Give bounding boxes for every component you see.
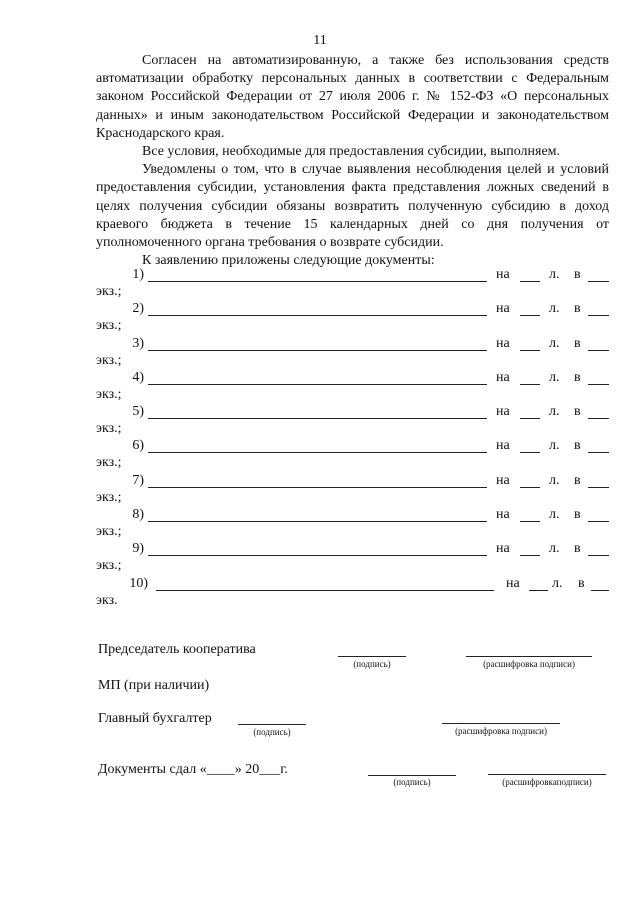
copies-prefix: в xyxy=(574,541,581,557)
copies-blank xyxy=(588,555,609,556)
consent-paragraph: Согласен на автоматизированную, а также без использования средств автоматизации обработку персональных данных в соответствии с Федеральным законом Российской Федерации от 27 июля 2006 г. № 152-ФЗ «О персональных данных» и иным законодательством Российской Федерации и законодательством Краснодарского края. xyxy=(96,53,609,141)
copies-blank xyxy=(588,521,609,522)
copies-blank xyxy=(588,315,609,316)
accountant-signature-caption: (подпись) xyxy=(253,727,291,737)
chairman-decoding-line xyxy=(466,656,592,657)
copies-suffix: экз.; xyxy=(96,318,122,334)
document-row xyxy=(96,438,609,472)
pages-blank xyxy=(520,555,540,556)
pages-prefix: на xyxy=(496,267,510,282)
document-row xyxy=(96,336,609,370)
document-name-blank xyxy=(156,590,494,591)
document-name-blank xyxy=(148,521,487,522)
pages-suffix: л. xyxy=(549,301,560,317)
document-number: 4) xyxy=(132,369,144,385)
document-number: 7) xyxy=(132,472,144,488)
copies-prefix: в xyxy=(574,335,581,351)
pages-blank xyxy=(520,418,540,419)
document-name-blank xyxy=(148,487,487,488)
pages-blank xyxy=(520,452,540,453)
submitted-decoding-line xyxy=(488,774,606,775)
copies-suffix: экз.; xyxy=(96,284,122,299)
document-row xyxy=(96,541,609,575)
submitted-signature-caption: (подпись) xyxy=(393,777,431,787)
copies-blank xyxy=(588,281,609,282)
pages-suffix: л. xyxy=(549,267,560,282)
documents-list xyxy=(96,267,609,610)
copies-prefix: в xyxy=(574,369,581,385)
document-number: 6) xyxy=(132,438,144,454)
document-row xyxy=(96,576,609,610)
page-number: 11 xyxy=(313,33,327,48)
document-number: 5) xyxy=(132,404,144,420)
copies-prefix: в xyxy=(574,507,581,523)
pages-suffix: л. xyxy=(549,472,560,488)
pages-blank xyxy=(520,315,540,316)
copies-suffix: экз.; xyxy=(96,386,122,402)
pages-prefix: на xyxy=(496,541,510,557)
pages-blank xyxy=(520,350,540,351)
submitted-label: Документы сдал «____» 20___г. xyxy=(98,762,288,777)
copies-suffix: экз.; xyxy=(96,558,122,574)
chairman-decoding-caption: (расшифровка подписи) xyxy=(483,659,575,669)
copies-suffix: экз.; xyxy=(96,352,122,368)
pages-prefix: на xyxy=(496,507,510,523)
copies-suffix: экз.; xyxy=(96,489,122,505)
copies-blank xyxy=(591,590,609,591)
document-row xyxy=(96,404,609,438)
document-number: 10) xyxy=(129,575,148,591)
pages-suffix: л. xyxy=(549,507,560,523)
copies-prefix: в xyxy=(574,267,581,282)
pages-prefix: на xyxy=(496,369,510,385)
document-row xyxy=(96,473,609,507)
pages-blank xyxy=(520,487,540,488)
pages-blank xyxy=(520,281,540,282)
pages-blank xyxy=(529,590,548,591)
pages-suffix: л. xyxy=(549,541,560,557)
copies-suffix: экз.; xyxy=(96,524,122,540)
pages-blank xyxy=(520,384,540,385)
document-name-blank xyxy=(148,315,487,316)
pages-prefix: на xyxy=(496,335,510,351)
chairman-signature-line xyxy=(338,656,406,657)
document-name-blank xyxy=(148,384,487,385)
copies-suffix: экз.; xyxy=(96,421,122,437)
copies-suffix: экз. xyxy=(96,592,118,608)
document-name-blank xyxy=(148,452,487,453)
document-name-blank xyxy=(148,281,487,282)
pages-prefix: на xyxy=(496,472,510,488)
chairman-signature-caption: (подпись) xyxy=(353,659,391,669)
document-name-blank xyxy=(148,350,487,351)
accountant-decoding-line xyxy=(442,723,560,724)
copies-blank xyxy=(588,487,609,488)
copies-blank xyxy=(588,418,609,419)
document-row xyxy=(96,267,609,301)
accountant-signature-line xyxy=(238,724,306,725)
copies-blank xyxy=(588,350,609,351)
copies-prefix: в xyxy=(578,575,585,591)
chairman-label: Председатель кооператива xyxy=(98,642,256,657)
accountant-label: Главный бухгалтер xyxy=(98,711,212,726)
pages-suffix: л. xyxy=(549,369,560,385)
notification-paragraph: Уведомлены о том, что в случае выявления несоблюдения целей и условий предоставления субсидии, установления факта представления ложных сведений в целях получения субсидии обязаны возвратить полученную субсидию в доход краевого бюджета в течение 15 календарных дней со дня получения от уполномоченного органа требования о возврате субсидии. xyxy=(96,162,609,251)
copies-prefix: в xyxy=(574,472,581,488)
pages-suffix: л. xyxy=(549,335,560,351)
copies-blank xyxy=(588,384,609,385)
accountant-decoding-caption: (расшифровка подписи) xyxy=(455,726,547,736)
pages-prefix: на xyxy=(496,438,510,454)
copies-prefix: в xyxy=(574,438,581,454)
copies-prefix: в xyxy=(574,404,581,420)
document-row xyxy=(96,370,609,404)
pages-prefix: на xyxy=(496,301,510,317)
submitted-signature-line xyxy=(368,775,456,776)
document-row xyxy=(96,301,609,335)
document-row xyxy=(96,507,609,541)
copies-prefix: в xyxy=(574,301,581,317)
document-number: 9) xyxy=(132,541,144,557)
copies-blank xyxy=(588,452,609,453)
document-number: 3) xyxy=(132,335,144,351)
pages-suffix: л. xyxy=(549,438,560,454)
copies-suffix: экз.; xyxy=(96,455,122,471)
pages-prefix: на xyxy=(496,404,510,420)
pages-blank xyxy=(520,521,540,522)
document-number: 2) xyxy=(132,301,144,317)
document-number: 1) xyxy=(132,267,144,282)
attachments-heading: К заявлению приложены следующие документы: xyxy=(142,253,435,269)
consent-text-block xyxy=(96,52,609,270)
document-number: 8) xyxy=(132,507,144,523)
pages-prefix: на xyxy=(506,575,520,591)
stamp-label: МП (при наличии) xyxy=(98,678,210,693)
pages-suffix: л. xyxy=(549,404,560,420)
document-name-blank xyxy=(148,555,487,556)
document-name-blank xyxy=(148,418,487,419)
submitted-decoding-caption: (расшифровкаподписи) xyxy=(502,777,592,787)
conditions-paragraph: Все условия, необходимые для предоставления субсидии, выполняем. xyxy=(142,144,561,160)
pages-suffix: л. xyxy=(552,575,563,591)
